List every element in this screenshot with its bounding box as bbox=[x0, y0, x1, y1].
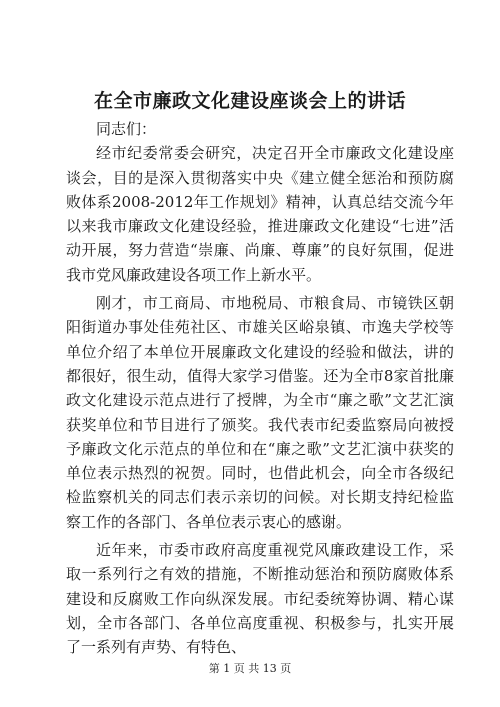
paragraph-1: 经市纪委常委会研究，决定召开全市廉政文化建设座谈会，目的是深入贯彻落实中央《建立健全惩治和预防腐败体系2008-2012年工作规划》精神，认真总结交流今年以来我市廉政文化建设经验，推进廉政文化建设“七进”活动开展，努力营造“崇廉、尚廉、尊廉”的良好氛围，促进我市党风廉政建设各项工作上新水平。 bbox=[66, 144, 454, 284]
document-title: 在全市廉政文化建设座谈会上的讲话 bbox=[93, 90, 406, 112]
paragraph-2: 刚才，市工商局、市地税局、市粮食局、市镜铁区朝阳街道办事处佳苑社区、市雄关区峪泉镇、市逸夫学校等单位介绍了本单位开展廉政文化建设的经验和做法，讲的都很好，很生动，值得大家学习借鉴。还为全市8家首批廉政文化建设示范点进行了授牌，为全市“廉之歌”文艺汇演获奖单位和节目进行了颁奖。我代表市纪委监察局向被授予廉政文化示范点的单位和在“廉之歌”文艺汇演中获奖的单位表示热烈的祝贺。同时，也借此机会，向全市各级纪检监察机关的同志们表示亲切的问候。对长期支持纪检监察工作的各部门、各单位表示衷心的感谢。 bbox=[66, 294, 454, 531]
paragraph-3: 近年来，市委市政府高度重视党风廉政建设工作，采取一系列行之有效的措施，不断推动惩治和预防腐败体系建设和反腐败工作向纵深发展。市纪委统筹协调、精心谋划，全市各部门、各单位高度重视、积极参与，扎实开展了一系列有声势、有特色、 bbox=[66, 541, 454, 657]
page-number-footer: 第 1 页 共 13 页 bbox=[208, 662, 292, 675]
document-body bbox=[66, 117, 454, 664]
salutation: 同志们： bbox=[96, 120, 157, 138]
